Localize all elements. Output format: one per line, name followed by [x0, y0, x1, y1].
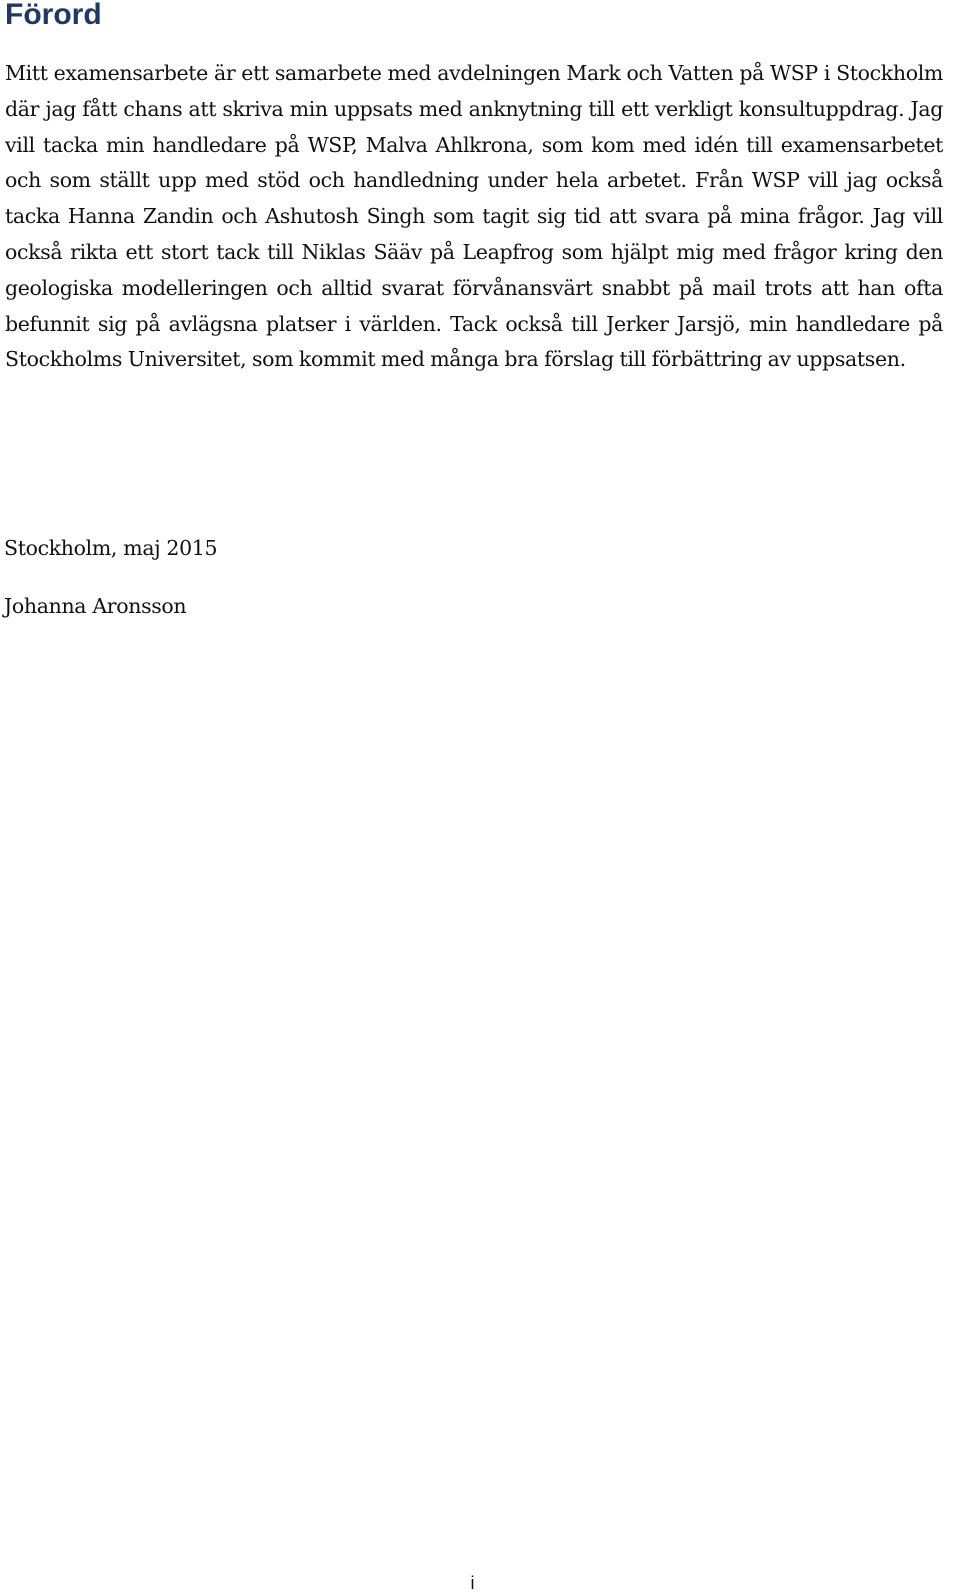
page-number: i — [470, 1573, 475, 1593]
author-name: Johanna Aronsson — [4, 594, 187, 618]
page-title: Förord — [5, 0, 102, 31]
foreword-paragraph: Mitt examensarbete är ett samarbete med avdelningen Mark och Vatten på WSP i Stockholm där jag fått chans att skriva min uppsats med anknytning till ett verkligt konsultuppdrag. Jag vill tacka min handledare på WSP, Malva Ahlkrona, som kom med idén till examensarbetet och som ställt upp med stöd och handledning under hela arbetet. Från WSP vill jag också tacka Hanna Zandin och Ashutosh Singh som tagit sig tid att svara på mina frågor. Jag vill också rikta ett stort tack till Niklas Sääv på Leapfrog som hjälpt mig med frågor kring den geologiska modelleringen och alltid svarat förvånansvärt snabbt på mail trots att han ofta befunnit sig på avlägsna platser i världen. Tack också till Jerker Jarsjö, min handledare på Stockholms Universitet, som kommit med många bra förslag till förbättring av uppsatsen. — [5, 61, 943, 372]
place-date: Stockholm, maj 2015 — [4, 536, 218, 560]
